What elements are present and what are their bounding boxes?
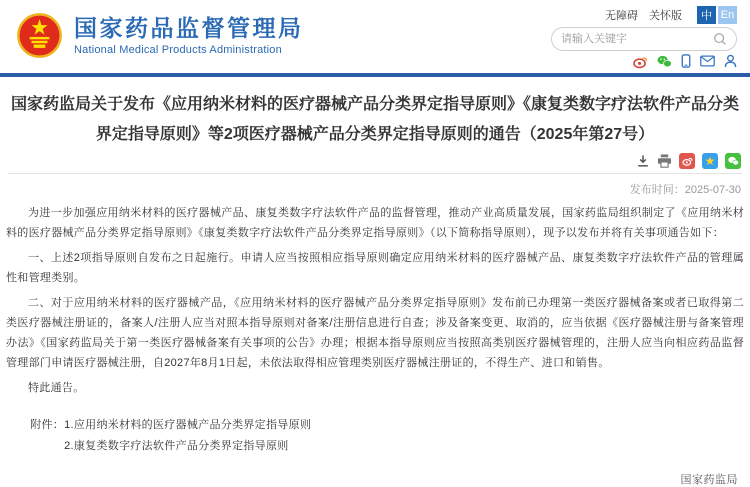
share-weibo-icon[interactable]	[679, 153, 695, 169]
publish-date-label: 发布时间：	[629, 184, 685, 196]
paragraph-closing: 特此通告。	[28, 382, 85, 394]
article-actions	[6, 152, 744, 170]
accessibility-link[interactable]: 无障碍	[605, 10, 638, 22]
attachments-label: 附件：	[30, 419, 65, 431]
attachment-link-1[interactable]: 1.应用纳米材料的医疗器械产品分类界定指导原则	[64, 419, 312, 431]
search-box	[551, 27, 737, 51]
publish-date-value: 2025-07-30	[684, 184, 741, 196]
site-logo[interactable]	[16, 12, 304, 59]
brand-text	[74, 15, 304, 56]
paragraph-item-2: 二、对于应用纳米材料的医疗器械产品，《应用纳米材料的医疗器械产品分类界定指导原则》发布前已办理第一类医疗器械备案或者已取得第二类医疗器械注册证的，备案人/注册人应当对照本指导原则对备案/注册信息进行自查；涉及备案变更、取消的，应当依据《医疗器械注册与备案管理办法》《国家药监局关于第一类医疗器械备案有关事项的公告》办理；根据本指导原则应当按照高类别医疗器械管理的，注册人应当向相应药品监督管理部门申请医疗器械注册，自2027年8月1日起，未依法取得相应管理类别医疗器械注册证的，不得生产、进口和销售。	[6, 297, 744, 369]
header-social-icons	[633, 54, 737, 68]
attachments-list	[64, 415, 311, 457]
user-icon[interactable]	[724, 54, 737, 68]
national-emblem-icon	[16, 12, 63, 59]
site-name-en: National Medical Products Administration	[74, 44, 282, 56]
mobile-icon[interactable]	[681, 54, 691, 68]
article	[0, 90, 750, 487]
share-wechat-icon[interactable]	[725, 153, 741, 169]
wechat-icon[interactable]	[657, 54, 672, 68]
lang-zh-button[interactable]: 中	[697, 6, 716, 24]
search-input[interactable]	[561, 33, 713, 45]
care-version-link[interactable]: 关怀版	[649, 10, 682, 22]
lang-en-button[interactable]: En	[718, 6, 737, 24]
article-body	[6, 203, 744, 398]
site-header	[0, 0, 750, 73]
weibo-icon[interactable]	[633, 54, 648, 68]
attachment-link-2[interactable]: 2.康复类数字疗法软件产品分类界定指导原则	[64, 440, 289, 452]
article-title: 国家药监局关于发布《应用纳米材料的医疗器械产品分类界定指导原则》《康复类数字疗法软件产品分类界定指导原则》等2项医疗器械产品分类界定指导原则的通告（2025年第27号）	[10, 96, 739, 143]
language-switch	[697, 6, 737, 24]
share-qzone-icon[interactable]: ★	[702, 153, 718, 169]
search-icon[interactable]	[713, 32, 727, 46]
header-divider-bar	[0, 73, 750, 77]
print-icon[interactable]	[657, 154, 672, 168]
paragraph-intro: 为进一步加强应用纳米材料的医疗器械产品、康复类数字疗法软件产品的监督管理，推动产业高质量发展，国家药监局组织制定了《应用纳米材料的医疗器械产品分类界定指导原则》《康复类数字疗法软件产品分类界定指导原则》（以下简称指导原则），现予以发布并将有关事项通告如下：	[6, 207, 744, 239]
paragraph-item-1: 一、上述2项指导原则自发布之日起施行。申请人应当按照相应指导原则确定应用纳米材料的医疗器械产品、康复类数字疗法软件产品的管理属性和管理类别。	[6, 252, 744, 284]
attachments-block	[30, 415, 744, 457]
article-signature: 国家药监局	[680, 474, 738, 486]
download-icon[interactable]	[636, 154, 650, 168]
email-icon[interactable]	[700, 54, 715, 68]
site-name: 国家药品监督管理局	[74, 15, 304, 41]
header-top-links	[605, 6, 737, 24]
title-divider	[8, 173, 742, 174]
publish-date	[9, 181, 741, 197]
